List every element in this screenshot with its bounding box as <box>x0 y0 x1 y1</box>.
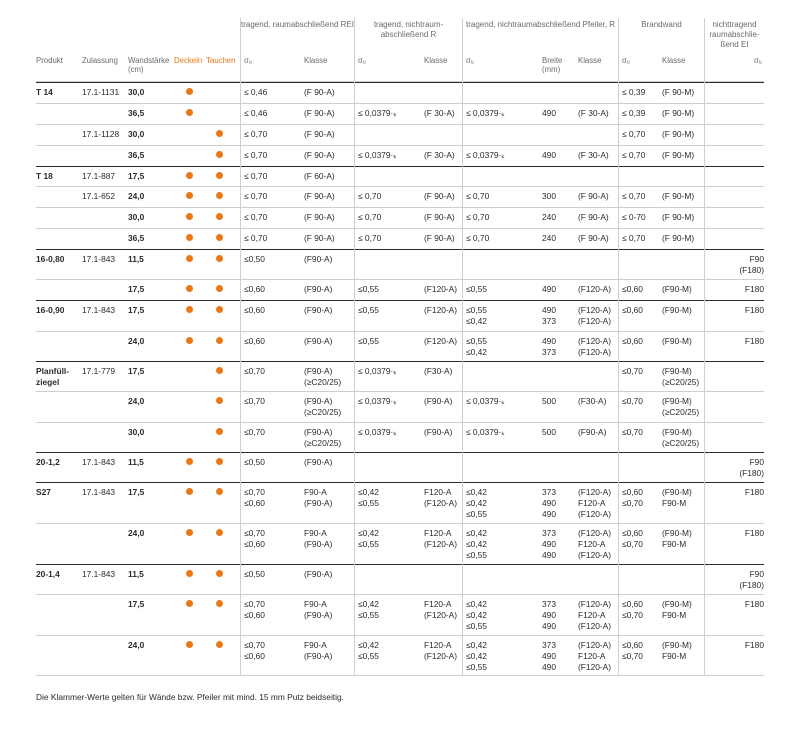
row-bw-sigma: ≤0,70 <box>622 396 643 407</box>
row-r-sigma: ≤ 0,0379·ₖ <box>358 149 397 160</box>
row-rei-klasse: (F90-A) (≥C20/25) <box>304 365 342 387</box>
row-r-sigma: ≤0,42 ≤0,55 <box>358 527 379 549</box>
row-rei-klasse: (F90-A) <box>304 456 333 467</box>
row-bw-sigma: ≤0,60 <box>622 305 643 316</box>
row-p-sigma: ≤ 0,0379·ₖ <box>466 149 505 160</box>
deckeln-dot-icon <box>186 458 193 465</box>
col-produkt: Produkt <box>36 56 63 65</box>
row-rei-klasse: (F 90-A) <box>304 212 335 223</box>
tauchen-dot-icon <box>216 255 223 262</box>
row-p-breite: 373 490 490 <box>542 487 556 520</box>
deckeln-dot-icon <box>186 600 193 607</box>
row-rei-sigma: ≤0,70 <box>244 365 265 376</box>
row-r-klasse: F120-A (F120-A) <box>424 639 458 661</box>
row-rei-klasse: (F90-A) (≥C20/25) <box>304 396 342 418</box>
row-r-sigma: ≤ 0,70 <box>358 212 382 223</box>
table-row <box>36 228 764 249</box>
row-rei-klasse: F90-A (F90-A) <box>304 527 333 549</box>
row-r-klasse: (F 90-A) <box>424 212 455 223</box>
row-bw-sigma: ≤0,60 <box>622 284 643 295</box>
row-ei: F90 (F180) <box>739 456 764 478</box>
row-produkt: 20-1,4 <box>36 568 60 579</box>
row-zulassung: 17.1-843 <box>82 568 116 579</box>
table-row <box>36 361 764 391</box>
row-rei-klasse: (F 60-A) <box>304 170 335 181</box>
row-rei-sigma: ≤0,50 <box>244 254 265 265</box>
row-wandstaerke: 11,5 <box>128 254 144 265</box>
group-pfeiler <box>462 18 618 82</box>
deckeln-dot-icon <box>186 570 193 577</box>
row-rei-klasse: (F 90-A) <box>304 233 335 244</box>
row-ei: F180 <box>744 598 764 609</box>
row-ei: F180 <box>744 487 764 498</box>
col-p-breite: Breite (mm) <box>542 56 563 74</box>
row-bw-klasse: (F90-M) F90-M <box>662 639 692 661</box>
row-bw-klasse: (F90-M) F90-M <box>662 527 692 549</box>
tauchen-dot-icon <box>216 234 223 241</box>
row-rei-sigma: ≤0,60 <box>244 284 265 295</box>
row-bw-klasse: (F 90-M) <box>662 128 695 139</box>
table-row <box>36 166 764 187</box>
row-bw-sigma: ≤0,60 ≤0,70 <box>622 598 643 620</box>
group-title-r: tragend, nichtraum- abschließend R <box>373 20 444 39</box>
row-rei-sigma: ≤0,70 ≤0,60 <box>244 527 265 549</box>
row-r-sigma: ≤0,42 ≤0,55 <box>358 598 379 620</box>
row-p-klasse: (F 90-A) <box>578 233 609 244</box>
col-p-klasse: Klasse <box>578 56 602 65</box>
row-p-klasse: (F120-A) F120-A (F120-A) <box>578 527 612 560</box>
row-bw-klasse: (F90-M) F90-M <box>662 598 692 620</box>
row-p-sigma: ≤ 0,70 <box>466 233 490 244</box>
deckeln-dot-icon <box>186 641 193 648</box>
table-row <box>36 564 764 594</box>
row-bw-klasse: (F 90-M) <box>662 107 695 118</box>
row-bw-sigma: ≤0,60 <box>622 335 643 346</box>
row-rei-sigma: ≤0,70 ≤0,60 <box>244 487 265 509</box>
row-wandstaerke: 17,5 <box>128 305 145 316</box>
table-bottom-rule <box>36 675 764 676</box>
row-bw-klasse: (F90-M) (≥C20/25) <box>662 426 700 448</box>
row-wandstaerke: 36,5 <box>128 149 145 160</box>
row-p-sigma: ≤ 0,0379·ₖ <box>466 426 505 437</box>
column-divider <box>240 18 241 676</box>
row-r-klasse: F120-A (F120-A) <box>424 487 458 509</box>
row-produkt: 20-1,2 <box>36 456 60 467</box>
row-rei-sigma: ≤0,70 <box>244 396 265 407</box>
deckeln-dot-icon <box>186 109 193 116</box>
row-r-sigma: ≤ 0,70 <box>358 233 382 244</box>
row-ei: F90 (F180) <box>739 254 764 276</box>
row-bw-klasse: (F90-M) <box>662 284 692 295</box>
col-tauchen: Tauchen <box>206 56 236 65</box>
row-p-breite: 490 373 <box>542 335 556 357</box>
table-row <box>36 279 764 300</box>
col-bw-klasse: Klasse <box>662 56 686 65</box>
row-bw-sigma: ≤0,70 <box>622 426 643 437</box>
tauchen-dot-icon <box>216 130 223 137</box>
row-wandstaerke: 24,0 <box>128 396 145 407</box>
row-p-sigma: ≤0,42 ≤0,42 ≤0,55 <box>466 639 487 672</box>
row-rei-klasse: (F 90-A) <box>304 149 335 160</box>
row-bw-sigma: ≤ 0,70 <box>622 233 646 244</box>
row-r-klasse: (F120-A) <box>424 335 458 346</box>
row-produkt: T 18 <box>36 170 53 181</box>
tauchen-dot-icon <box>216 428 223 435</box>
row-zulassung: 17.1-843 <box>82 456 116 467</box>
tauchen-dot-icon <box>216 529 223 536</box>
table-row <box>36 207 764 228</box>
row-rei-klasse: F90-A (F90-A) <box>304 487 333 509</box>
row-zulassung: 17.1-887 <box>82 170 116 181</box>
deckeln-dot-icon <box>186 306 193 313</box>
row-zulassung: 17.1-843 <box>82 254 116 265</box>
row-rei-sigma: ≤ 0,46 <box>244 87 268 97</box>
deckeln-dot-icon <box>186 337 193 344</box>
table-row <box>36 331 764 361</box>
row-rei-sigma: ≤ 0,70 <box>244 149 268 160</box>
row-r-klasse: (F 30-A) <box>424 149 455 160</box>
row-p-sigma: ≤0,55 ≤0,42 <box>466 335 487 357</box>
row-p-sigma: ≤0,42 ≤0,42 ≤0,55 <box>466 527 487 560</box>
row-p-breite: 490 373 <box>542 305 556 327</box>
row-rei-sigma: ≤ 0,70 <box>244 191 268 202</box>
row-rei-klasse: (F 90-A) <box>304 128 335 139</box>
table-header <box>36 0 764 82</box>
row-ei: F180 <box>744 335 764 346</box>
row-rei-klasse: (F90-A) <box>304 254 333 265</box>
row-produkt: T 14 <box>36 87 53 97</box>
col-rei-klasse: Klasse <box>304 56 328 65</box>
row-zulassung: 17.1-1128 <box>82 128 120 139</box>
row-p-klasse: (F 30-A) <box>578 107 609 118</box>
row-bw-sigma: ≤0,60 ≤0,70 <box>622 527 643 549</box>
row-p-breite: 490 <box>542 149 556 160</box>
row-r-klasse: (F30-A) <box>424 365 453 376</box>
table-row <box>36 186 764 207</box>
row-wandstaerke: 30,0 <box>128 128 145 139</box>
row-bw-klasse: (F90-M) (≥C20/25) <box>662 365 700 387</box>
row-zulassung: 17.1-652 <box>82 191 116 202</box>
row-r-sigma: ≤0,55 <box>358 305 379 316</box>
row-bw-klasse: (F90-M) <box>662 335 692 346</box>
row-p-klasse: (F120-A) (F120-A) <box>578 305 612 327</box>
row-produkt: S27 <box>36 487 51 498</box>
deckeln-dot-icon <box>186 285 193 292</box>
tauchen-dot-icon <box>216 600 223 607</box>
group-brandwand <box>618 18 704 82</box>
deckeln-dot-icon <box>186 529 193 536</box>
row-rei-sigma: ≤ 0,70 <box>244 128 268 139</box>
row-p-breite: 500 <box>542 426 556 437</box>
row-bw-klasse: (F90-M) (≥C20/25) <box>662 396 700 418</box>
row-bw-klasse: (F 90-M) <box>662 191 695 202</box>
deckeln-dot-icon <box>186 213 193 220</box>
row-r-sigma: ≤0,55 <box>358 284 379 295</box>
row-zulassung: 17.1-843 <box>82 487 116 498</box>
group-r <box>354 18 462 82</box>
row-r-klasse: (F 90-A) <box>424 191 455 202</box>
tauchen-dot-icon <box>216 213 223 220</box>
row-bw-klasse: (F 90-M) <box>662 212 695 223</box>
row-wandstaerke: 17,5 <box>128 284 145 295</box>
deckeln-dot-icon <box>186 234 193 241</box>
table-row <box>36 422 764 452</box>
table-row <box>36 145 764 166</box>
table-row <box>36 249 764 279</box>
row-r-klasse: (F120-A) <box>424 305 458 316</box>
row-wandstaerke: 36,5 <box>128 233 145 244</box>
row-p-breite: 490 <box>542 284 556 295</box>
row-rei-klasse: F90-A (F90-A) <box>304 598 333 620</box>
group-ei <box>704 18 764 82</box>
row-rei-klasse: F90-A (F90-A) <box>304 639 333 661</box>
row-ei: F180 <box>744 284 764 295</box>
row-p-klasse: (F120-A) (F120-A) <box>578 335 612 357</box>
row-bw-sigma: ≤ 0,70 <box>622 191 646 202</box>
column-divider <box>704 18 705 676</box>
row-r-sigma: ≤0,42 ≤0,55 <box>358 487 379 509</box>
row-bw-sigma: ≤ 0,39 <box>622 87 646 97</box>
row-ei: F180 <box>744 305 764 316</box>
table-row <box>36 523 764 564</box>
group-title-brandwand: Brandwand <box>641 20 682 29</box>
row-ei: F90 (F180) <box>739 568 764 590</box>
deckeln-dot-icon <box>186 488 193 495</box>
row-p-sigma: ≤0,55 ≤0,42 <box>466 305 487 327</box>
col-deckeln: Deckeln <box>174 56 203 65</box>
deckeln-dot-icon <box>186 88 193 95</box>
table-row <box>36 594 764 635</box>
col-r-sigma: σᵤ <box>358 56 366 65</box>
table-row <box>36 82 764 103</box>
table-row <box>36 300 764 330</box>
row-wandstaerke: 30,0 <box>128 212 145 223</box>
row-rei-sigma: ≤ 0,70 <box>244 170 268 181</box>
row-bw-sigma: ≤ 0,70 <box>622 128 646 139</box>
row-r-klasse: (F90-A) <box>424 426 453 437</box>
row-rei-klasse: (F 90-A) <box>304 107 335 118</box>
row-p-breite: 373 490 490 <box>542 639 556 672</box>
row-produkt: 16-0,90 <box>36 305 65 316</box>
col-r-klasse: Klasse <box>424 56 448 65</box>
row-r-sigma: ≤ 0,0379·ₖ <box>358 365 397 376</box>
row-p-breite: 490 <box>542 107 556 118</box>
row-r-klasse: (F90-A) <box>424 396 453 407</box>
tauchen-dot-icon <box>216 172 223 179</box>
col-rei-sigma: σᵤ <box>244 56 252 65</box>
table-row <box>36 482 764 523</box>
tauchen-dot-icon <box>216 458 223 465</box>
row-wandstaerke: 30,0 <box>128 87 145 97</box>
row-r-klasse: (F 30-A) <box>424 107 455 118</box>
table-row <box>36 103 764 124</box>
row-rei-klasse: (F90-A) <box>304 568 333 579</box>
row-p-klasse: (F30-A) <box>578 396 607 407</box>
row-bw-klasse: (F90-M) <box>662 305 692 316</box>
group-title-ei: nichttragend raumabschlie- ßend EI <box>709 20 760 49</box>
row-ei: F180 <box>744 527 764 538</box>
row-ei: F180 <box>744 639 764 650</box>
table-row <box>36 635 764 676</box>
row-bw-klasse: (F 90-M) <box>662 87 695 97</box>
table-row <box>36 452 764 482</box>
row-bw-klasse: (F90-M) F90-M <box>662 487 692 509</box>
row-p-klasse: (F120-A) <box>578 284 612 295</box>
row-p-sigma: ≤0,42 ≤0,42 ≤0,55 <box>466 598 487 631</box>
row-zulassung: 17.1-1131 <box>82 87 120 97</box>
row-p-breite: 240 <box>542 212 556 223</box>
row-rei-sigma: ≤0,70 ≤0,60 <box>244 598 265 620</box>
group-title-pfeiler: tragend, nichtraumabschließend Pfeiler, R <box>466 20 615 29</box>
row-rei-sigma: ≤0,70 ≤0,60 <box>244 639 265 661</box>
row-p-breite: 300 <box>542 191 556 202</box>
col-wandstaerke: Wandstärke (cm) <box>128 56 170 74</box>
tauchen-dot-icon <box>216 397 223 404</box>
row-rei-sigma: ≤0,50 <box>244 568 265 579</box>
row-bw-sigma: ≤ 0-70 <box>622 212 646 223</box>
group-title-rei: tragend, raumabschließend REI <box>241 20 354 29</box>
row-wandstaerke: 11,5 <box>128 456 144 467</box>
row-produkt: 16-0,80 <box>36 254 65 265</box>
row-r-sigma: ≤ 0,70 <box>358 191 382 202</box>
tauchen-dot-icon <box>216 570 223 577</box>
row-p-sigma: ≤0,42 ≤0,42 ≤0,55 <box>466 487 487 520</box>
row-p-klasse: (F120-A) F120-A (F120-A) <box>578 639 612 672</box>
row-wandstaerke: 11,5 <box>128 568 144 579</box>
row-rei-sigma: ≤0,60 <box>244 305 265 316</box>
row-produkt: Planfüll- ziegel <box>36 365 70 387</box>
row-wandstaerke: 17,5 <box>128 487 145 498</box>
row-rei-klasse: (F90-A) <box>304 335 333 346</box>
row-rei-klasse: (F90-A) <box>304 284 333 295</box>
row-r-sigma: ≤ 0,0379·ₖ <box>358 107 397 118</box>
deckeln-dot-icon <box>186 172 193 179</box>
col-bw-sigma: σᵤ <box>622 56 630 65</box>
row-wandstaerke: 36,5 <box>128 107 145 118</box>
row-rei-sigma: ≤0,50 <box>244 456 265 467</box>
row-p-sigma: ≤ 0,70 <box>466 212 490 223</box>
row-p-sigma: ≤ 0,70 <box>466 191 490 202</box>
group-rei <box>240 18 354 82</box>
row-p-klasse: (F 90-A) <box>578 191 609 202</box>
col-zulassung: Zulassung <box>82 56 118 65</box>
row-wandstaerke: 30,0 <box>128 426 145 437</box>
footnote: Die Klammer-Werte gelten für Wände bzw. Pfeiler mit mind. 15 mm Putz beidseitig. <box>36 692 344 702</box>
row-bw-sigma: ≤0,70 <box>622 365 643 376</box>
row-wandstaerke: 24,0 <box>128 639 145 650</box>
row-p-klasse: (F120-A) F120-A (F120-A) <box>578 598 612 631</box>
row-p-breite: 373 490 490 <box>542 598 556 631</box>
tauchen-dot-icon <box>216 151 223 158</box>
row-r-klasse: F120-A (F120-A) <box>424 598 458 620</box>
row-r-klasse: (F120-A) <box>424 284 458 295</box>
row-bw-sigma: ≤0,60 ≤0,70 <box>622 487 643 509</box>
table-body <box>36 82 764 675</box>
row-rei-sigma: ≤ 0,70 <box>244 233 268 244</box>
row-p-breite: 373 490 490 <box>542 527 556 560</box>
row-bw-sigma: ≤0,60 ≤0,70 <box>622 639 643 661</box>
tauchen-dot-icon <box>216 285 223 292</box>
row-rei-klasse: (F90-A) (≥C20/25) <box>304 426 342 448</box>
row-wandstaerke: 17,5 <box>128 598 145 609</box>
row-bw-sigma: ≤ 0,39 <box>622 107 646 118</box>
tauchen-dot-icon <box>216 367 223 374</box>
row-rei-sigma: ≤0,60 <box>244 335 265 346</box>
row-p-sigma: ≤0,55 <box>466 284 487 295</box>
row-p-klasse: (F90-A) <box>578 426 607 437</box>
row-p-klasse: (F 90-A) <box>578 212 609 223</box>
row-bw-klasse: (F 90-M) <box>662 233 695 244</box>
tauchen-dot-icon <box>216 192 223 199</box>
row-p-klasse: (F120-A) F120-A (F120-A) <box>578 487 612 520</box>
row-wandstaerke: 24,0 <box>128 527 145 538</box>
row-r-sigma: ≤0,55 <box>358 335 379 346</box>
column-divider <box>618 18 619 676</box>
row-rei-klasse: (F 90-A) <box>304 87 335 97</box>
row-r-sigma: ≤ 0,0379·ₖ <box>358 426 397 437</box>
deckeln-dot-icon <box>186 192 193 199</box>
col-ei-sigma: σᵤ <box>754 56 762 65</box>
row-p-breite: 240 <box>542 233 556 244</box>
tauchen-dot-icon <box>216 641 223 648</box>
row-rei-klasse: (F 90-A) <box>304 191 335 202</box>
row-rei-klasse: (F90-A) <box>304 305 333 316</box>
col-p-sigma: σᵤ <box>466 56 474 65</box>
row-rei-sigma: ≤ 0,46 <box>244 107 268 118</box>
tauchen-dot-icon <box>216 337 223 344</box>
row-wandstaerke: 17,5 <box>128 365 145 376</box>
tauchen-dot-icon <box>216 306 223 313</box>
row-zulassung: 17.1-843 <box>82 305 116 316</box>
row-r-klasse: F120-A (F120-A) <box>424 527 458 549</box>
column-divider <box>462 18 463 676</box>
row-r-sigma: ≤0,42 ≤0,55 <box>358 639 379 661</box>
row-wandstaerke: 17,5 <box>128 170 145 181</box>
deckeln-dot-icon <box>186 255 193 262</box>
row-bw-klasse: (F 90-M) <box>662 149 695 160</box>
row-r-sigma: ≤ 0,0379·ₖ <box>358 396 397 407</box>
fire-resistance-table <box>36 0 764 675</box>
row-zulassung: 17.1-779 <box>82 365 116 376</box>
column-divider <box>354 18 355 676</box>
row-bw-sigma: ≤ 0,70 <box>622 149 646 160</box>
row-r-klasse: (F 90-A) <box>424 233 455 244</box>
row-wandstaerke: 24,0 <box>128 191 145 202</box>
tauchen-dot-icon <box>216 488 223 495</box>
table-row <box>36 391 764 421</box>
row-rei-sigma: ≤0,70 <box>244 426 265 437</box>
row-rei-sigma: ≤ 0,70 <box>244 212 268 223</box>
row-p-klasse: (F 30-A) <box>578 149 609 160</box>
row-wandstaerke: 24,0 <box>128 335 145 346</box>
table-row <box>36 124 764 145</box>
row-p-sigma: ≤ 0,0379·ₖ <box>466 396 505 407</box>
row-p-breite: 500 <box>542 396 556 407</box>
row-p-sigma: ≤ 0,0379·ₖ <box>466 107 505 118</box>
